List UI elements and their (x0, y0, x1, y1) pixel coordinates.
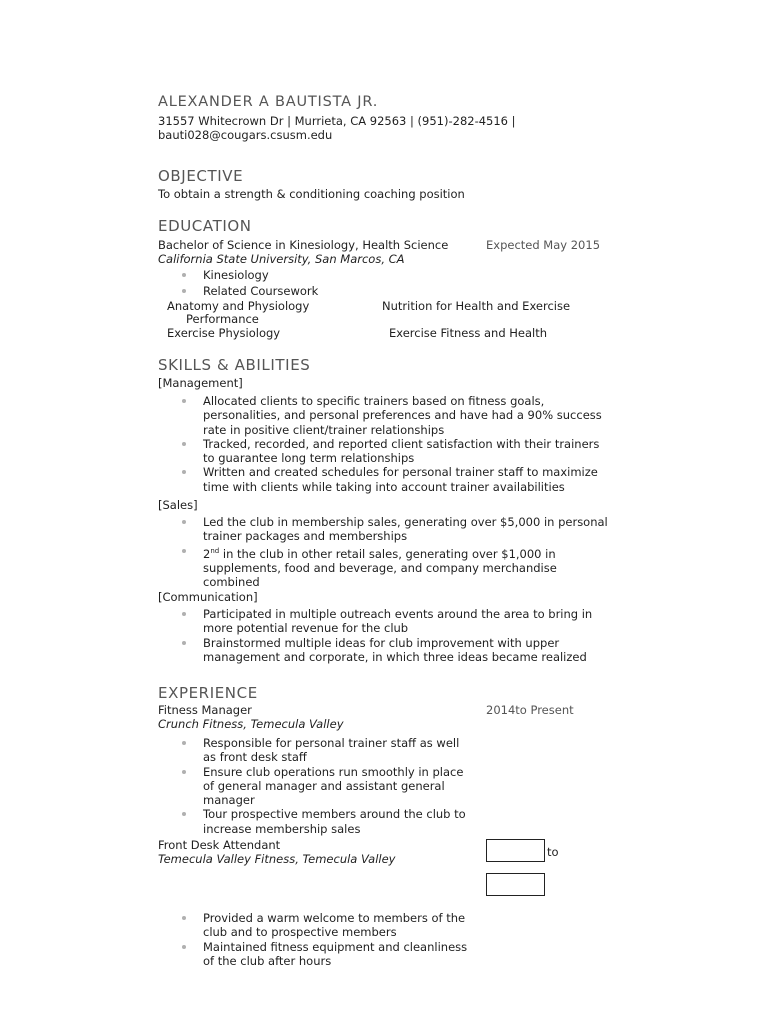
list-item: Brainstormed multiple ideas for club improvement with upper management and corporate, in which three ideas became realized (180, 636, 610, 665)
list-item: Related Coursework (180, 284, 318, 298)
course-anatomy: Anatomy and Physiology (167, 299, 310, 313)
list-item: Tracked, recorded, and reported client satisfaction with their trainers to guarantee long term relationships (180, 437, 610, 466)
list-item: Participated in multiple outreach events around the area to bring in more potential revenue for the club (180, 607, 610, 636)
rank-suffix: nd (210, 546, 220, 555)
degree: Bachelor of Science in Kinesiology, Health Science (158, 238, 449, 252)
candidate-name: ALEXANDER A BAUTISTA JR. (158, 94, 379, 110)
communication-label: [Communication] (158, 590, 258, 604)
end-date-field[interactable] (486, 873, 545, 896)
job2-bullets (180, 911, 470, 968)
management-bullets (180, 394, 610, 494)
contact-line-2: bauti028@cougars.csusm.edu (158, 128, 333, 142)
objective-heading: OBJECTIVE (158, 167, 244, 185)
start-date-field[interactable] (486, 839, 545, 862)
list-item: Maintained fitness equipment and cleanliness of the club after hours (180, 940, 470, 969)
list-item: Provided a warm welcome to members of the club and to prospective members (180, 911, 470, 940)
job1-title: Fitness Manager (158, 703, 252, 717)
list-item (180, 544, 610, 590)
sales-2-text: in the club in other retail sales, generating over $1,000 in supplements, food and beverage, and company merchandise combined (203, 546, 557, 590)
contact-line-1: 31557 Whitecrown Dr | Murrieta, CA 92563 | (951)-282-4516 | (158, 114, 516, 128)
experience-heading: EXPERIENCE (158, 684, 258, 702)
list-item: Tour prospective members around the club to increase membership sales (180, 807, 470, 836)
job2-title: Front Desk Attendant (158, 838, 281, 852)
list-item: Responsible for personal trainer staff as well as front desk staff (180, 736, 470, 765)
list-item: Led the club in membership sales, generating over $5,000 in personal trainer packages and memberships (180, 515, 610, 544)
list-item: Ensure club operations run smoothly in place of general manager and assistant general manager (180, 765, 470, 808)
course-nutrition: Nutrition for Health and Exercise (382, 299, 571, 313)
education-heading: EDUCATION (158, 217, 252, 235)
objective-text: To obtain a strength & conditioning coaching position (158, 187, 465, 201)
skills-heading: SKILLS & ABILITIES (158, 356, 311, 374)
school: California State University, San Marcos, CA (158, 252, 405, 266)
job1-company: Crunch Fitness, Temecula Valley (158, 717, 344, 731)
job1-date: 2014to Present (486, 703, 574, 717)
course-exercise-fitness: Exercise Fitness and Health (389, 326, 548, 340)
list-item: Written and created schedules for personal trainer staff to maximize time with clients while taking into account trainer availabilities (180, 465, 610, 494)
job2-company: Temecula Valley Fitness, Temecula Valley (158, 852, 396, 866)
sales-label: [Sales] (158, 498, 198, 512)
communication-bullets (180, 607, 610, 664)
course-exercise-physiology: Exercise Physiology (167, 326, 281, 340)
management-label: [Management] (158, 376, 243, 390)
list-item: Kinesiology (180, 268, 318, 282)
job1-bullets (180, 736, 470, 836)
education-date: Expected May 2015 (486, 238, 601, 252)
course-performance: Performance (186, 312, 259, 326)
list-item: Allocated clients to specific trainers based on fitness goals, personalities, and personal preferences and have had a 90% success rate in positive client/trainer relationships (180, 394, 610, 437)
sales-bullets (180, 515, 610, 589)
education-bullets (180, 268, 318, 298)
rank-number: 2 (203, 546, 211, 561)
date-to-label: to (547, 845, 559, 859)
